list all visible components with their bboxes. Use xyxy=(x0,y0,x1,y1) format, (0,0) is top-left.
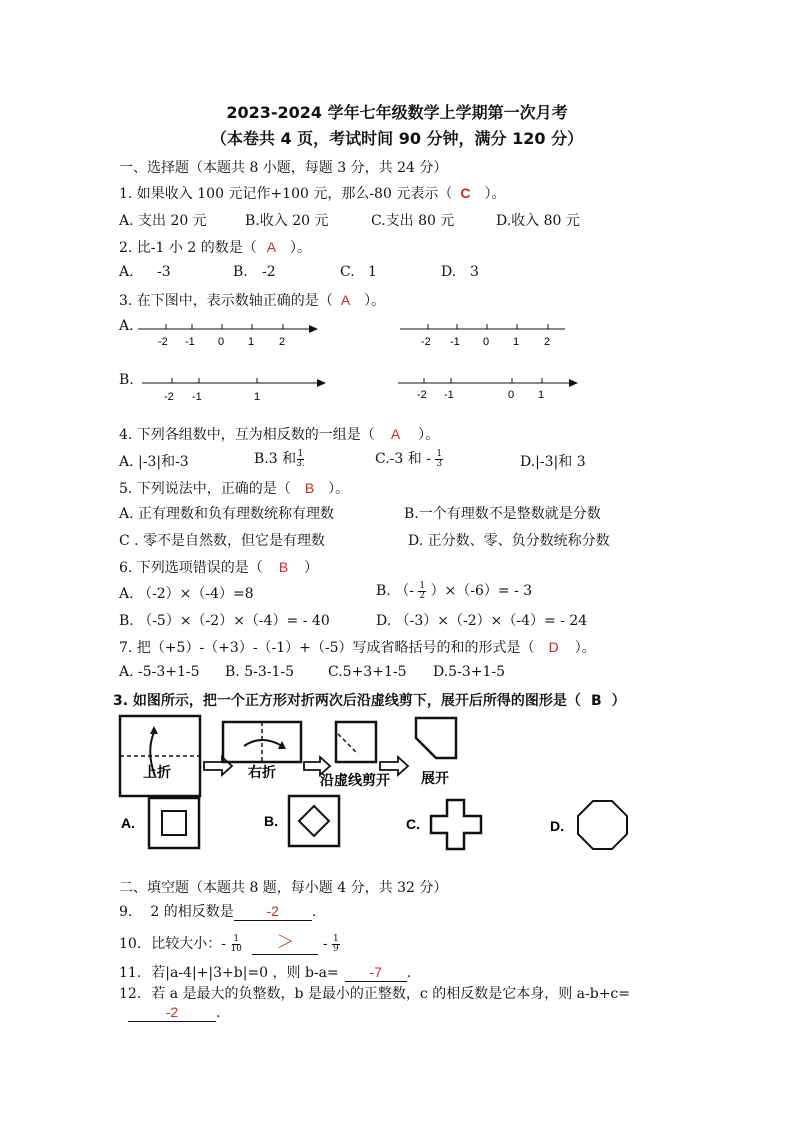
option-a: A. 正有理数和负有理数统称有理数 xyxy=(119,506,335,522)
fraction xyxy=(332,935,340,954)
question-3 xyxy=(119,290,385,310)
answer: -2 xyxy=(165,1004,179,1020)
question-stem: 3. 在下图中，表示数轴正确的是（ xyxy=(119,293,333,309)
question-close: ）。 xyxy=(290,240,312,256)
question-number: 9. xyxy=(119,904,133,920)
numerator: 1 xyxy=(419,580,426,591)
number-line-b1 xyxy=(142,378,326,403)
denominator: 9 xyxy=(333,943,339,954)
numerator: 1 xyxy=(297,448,304,459)
tick-label: 2 xyxy=(544,336,551,348)
answer: C xyxy=(460,185,471,201)
option-c: C.5+3+1-5 xyxy=(328,664,407,680)
fraction xyxy=(418,582,426,601)
answer: B xyxy=(278,559,289,575)
option-c-value: 1 xyxy=(368,264,377,280)
question-end: . xyxy=(216,1005,221,1021)
tick-label: -1 xyxy=(444,389,454,401)
option-a-label: A. xyxy=(119,264,134,280)
option-d: D.收入 80 元 xyxy=(496,213,580,229)
question-9 xyxy=(119,901,316,921)
tick-label: -1 xyxy=(192,391,202,403)
fraction xyxy=(296,450,305,469)
tick-label: 0 xyxy=(218,336,225,348)
numerator: 1 xyxy=(233,933,240,944)
number-line-figures xyxy=(0,310,794,410)
denominator: 3. xyxy=(296,458,305,469)
question-10 xyxy=(119,928,340,955)
option-b-label: B. xyxy=(264,813,278,829)
question-stem: 7. 把（+5）-（+3）-（-1）+（-5）写成省略括号的和的形式是（ xyxy=(119,640,535,656)
numerator: 1 xyxy=(333,933,339,944)
denominator: 10 xyxy=(230,943,242,954)
option-d: D.|-3|和 3 xyxy=(520,454,586,470)
page-subtitle: （本卷共 4 页，考试时间 90 分钟，满分 120 分） xyxy=(210,129,584,148)
denominator: 2 xyxy=(419,590,426,601)
fraction xyxy=(230,935,241,954)
option-a: A. |-3|和-3 xyxy=(119,454,189,470)
option-d-label: D. xyxy=(441,264,457,280)
question-stem: 3. 如图所示，把一个正方形对折两次后沿虚线剪下，展开后所得的图形是（ xyxy=(113,693,581,709)
question-5 xyxy=(119,478,349,498)
answer: B xyxy=(590,693,602,709)
step-label: 沿虚线剪开 xyxy=(320,772,390,788)
tick-label: 1 xyxy=(254,391,261,403)
option-d-value: 3 xyxy=(470,264,479,280)
step-label: 上折 xyxy=(143,764,171,780)
option-d: D. 正分数、零、负分数统称分数 xyxy=(408,533,610,549)
section-heading-fill: 二、填空题（本题共 8 题，每小题 4 分，共 32 分） xyxy=(119,880,448,896)
option-b-label: B. xyxy=(119,372,134,388)
option-b-value: -2 xyxy=(262,264,276,280)
tick-label: 1 xyxy=(513,336,520,348)
option-c xyxy=(375,448,443,469)
answer: -2 xyxy=(266,903,279,919)
question-number: 11. xyxy=(119,965,142,981)
option-b-hole xyxy=(299,806,329,836)
option-b xyxy=(254,448,305,469)
numerator: 1 xyxy=(436,448,443,459)
question-4 xyxy=(119,424,439,444)
section-heading-choice: 一、选择题（本题共 8 小题，每题 3 分，共 24 分） xyxy=(119,160,448,176)
option-a-label: A. xyxy=(119,318,134,334)
question-close: ）。 xyxy=(418,427,440,443)
tick-label: -2 xyxy=(158,336,168,348)
option-b: B.收入 20 元 xyxy=(245,213,329,229)
option-text: ）×（-6）= - 3 xyxy=(430,583,533,599)
page-title: 2023-2024 学年七年级数学上学期第一次月考 xyxy=(226,103,568,122)
tick-label: 0 xyxy=(508,389,515,401)
number-line-a2 xyxy=(400,324,565,348)
option-b: B. 5-3-1-5 xyxy=(225,664,295,680)
answer-blank xyxy=(128,1004,216,1022)
answer: A xyxy=(390,426,401,442)
question-stem: 2 的相反数是 xyxy=(150,904,234,920)
fraction xyxy=(435,450,443,469)
answer: A xyxy=(266,239,277,255)
question-end: . xyxy=(311,904,317,920)
question-11 xyxy=(119,962,411,982)
option-c-shape xyxy=(431,800,481,849)
answer-blank xyxy=(252,928,318,955)
question-close: ）。 xyxy=(574,640,596,656)
question-close: ） xyxy=(304,560,319,576)
question-close: ）。 xyxy=(484,186,506,202)
answer-blank xyxy=(234,903,312,921)
option-c-label: C. xyxy=(340,264,355,280)
tick-label: -2 xyxy=(421,336,431,348)
question-stem: 5. 下列说法中，正确的是（ xyxy=(119,481,291,497)
question-stem: 2. 比-1 小 2 的数是（ xyxy=(119,240,257,256)
option-text: B.3 和 xyxy=(254,451,297,467)
number-line-b2 xyxy=(398,378,578,401)
denominator: 3 xyxy=(436,458,443,469)
question-2 xyxy=(119,237,311,257)
question-12-answer-line xyxy=(128,1004,220,1022)
tick-label: -2 xyxy=(417,389,427,401)
option-b: B.一个有理数不是整数就是分数 xyxy=(404,506,601,522)
option-a-shape xyxy=(149,798,199,848)
tick-label: 1 xyxy=(248,336,255,348)
question-stem: 4. 下列各组数中，互为相反数的一组是（ xyxy=(119,427,375,443)
option-a-label: A. xyxy=(121,815,135,831)
option-d-shape xyxy=(578,801,627,849)
option-a-hole xyxy=(162,811,186,835)
option-c: B. （-5）×（-2）×（-4）= - 40 xyxy=(119,613,330,629)
option-b-shape xyxy=(289,796,339,846)
answer: -7 xyxy=(369,964,382,980)
question-close: ） xyxy=(611,693,626,709)
step-label: 右折 xyxy=(248,764,276,780)
option-d: D. （-3）×（-2）×（-4）= - 24 xyxy=(376,613,588,629)
question-stem: 若|a-4|+|3+b|=0 ，则 b-a= xyxy=(151,965,339,981)
option-text: C.-3 和 - xyxy=(375,451,431,467)
answer: D xyxy=(548,639,559,655)
tick-label: 2 xyxy=(279,336,286,348)
option-b-label: B. xyxy=(233,264,248,280)
option-a: A. （-2）×（-4）=8 xyxy=(119,586,254,602)
question-stem: 若 a 是最大的负整数，b 是最小的正整数，c 的相反数是它本身，则 a-b+c= xyxy=(151,986,631,1002)
answer-blank xyxy=(345,964,407,982)
answer: B xyxy=(304,480,315,496)
option-a-value: -3 xyxy=(157,264,171,280)
tick-label: 1 xyxy=(538,389,545,401)
option-c-label: C. xyxy=(406,816,420,832)
question-end: . xyxy=(406,965,412,981)
option-b xyxy=(376,580,532,601)
question-close: ）。 xyxy=(328,481,350,497)
question-12 xyxy=(119,983,630,1003)
question-1 xyxy=(119,183,505,203)
question-stem: 比较大小：- xyxy=(151,936,226,952)
question-stem: 6. 下列选项错误的是（ xyxy=(119,560,263,576)
option-text: B. （- xyxy=(376,583,414,599)
tick-label: -2 xyxy=(164,391,174,403)
option-d: D.5-3+1-5 xyxy=(433,664,505,680)
minus-sign: - xyxy=(322,936,328,952)
step-label: 展开 xyxy=(421,770,449,786)
option-c: C.支出 80 元 xyxy=(371,213,455,229)
question-8 xyxy=(113,690,626,710)
question-6 xyxy=(119,557,318,577)
option-a: A. -5-3+1-5 xyxy=(119,664,200,680)
answer: A xyxy=(340,292,351,308)
tick-label: 0 xyxy=(483,336,490,348)
option-c: C . 零不是自然数，但它是有理数 xyxy=(119,533,326,549)
question-stem: 1. 如果收入 100 元记作+100 元，那么-80 元表示（ xyxy=(119,186,453,202)
question-number: 12. xyxy=(119,986,142,1002)
tick-label: -1 xyxy=(450,336,460,348)
option-a: A. 支出 20 元 xyxy=(119,213,207,229)
folding-figure xyxy=(0,710,794,860)
number-line-a1 xyxy=(138,324,318,348)
question-close: ）。 xyxy=(364,293,386,309)
option-d-label: D. xyxy=(550,818,564,834)
answer: ＞ xyxy=(276,932,295,952)
tick-label: -1 xyxy=(185,336,195,348)
question-7 xyxy=(119,637,596,657)
question-number: 10. xyxy=(119,936,142,952)
